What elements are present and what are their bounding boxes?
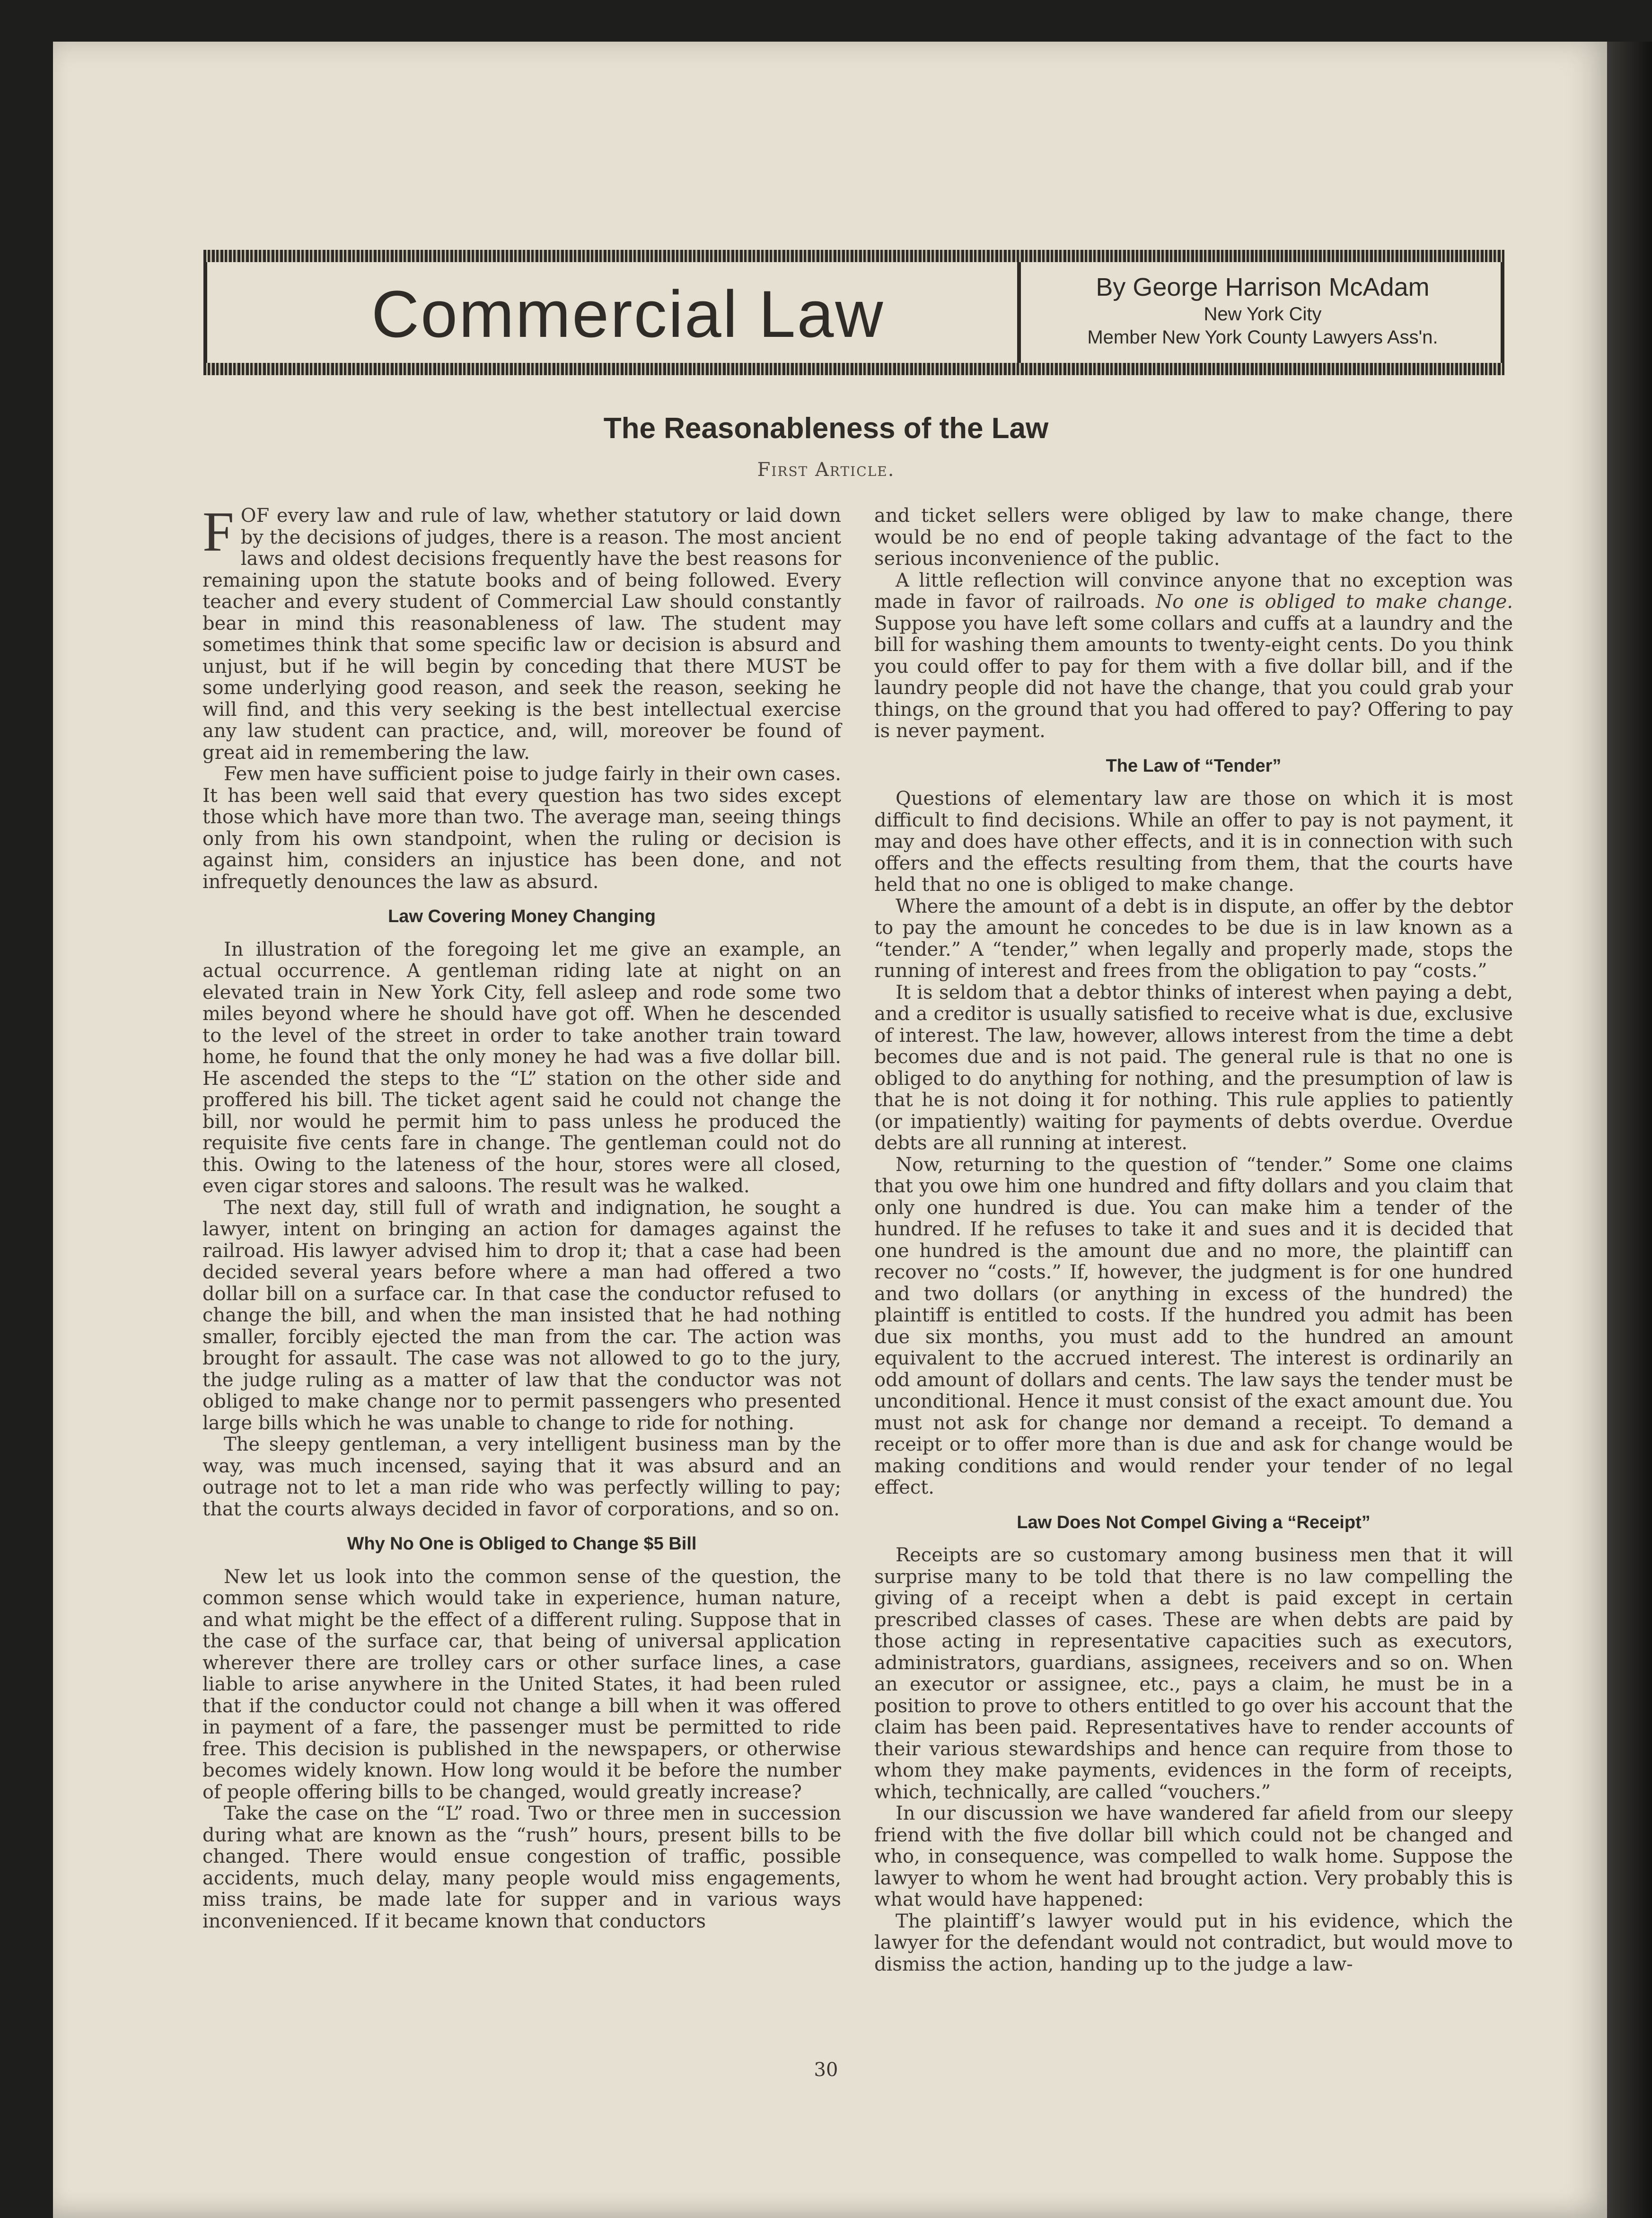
subheading: Why No One is Obliged to Change $5 Bill	[347, 1534, 697, 1554]
book-spine	[1607, 42, 1652, 2218]
subheading: Law Does Not Compel Giving a “Receipt”	[1017, 1512, 1371, 1532]
paragraph: It is seldom that a debtor thinks of interest when paying a debt, and a creditor is usually satisfied to receive what is due, exclusive of interest. The law, however, allows interest from the time a debt becomes due and is not paid. The general rule is that no one is obliged to do anything for nothing, and the presumption of law is that he is not doing it for nothing. This rule applies to patiently (or impatiently) waiting for payments of debts overdue. Overdue debts are all running at interest.	[874, 981, 1513, 1154]
article-title: The Reasonableness of the Law	[603, 412, 1049, 445]
section-header	[203, 250, 1504, 375]
paragraph: Where the amount of a debt is in dispute, an offer by the debtor to pay the amount he concedes to be due is in law known as a “tender.” A “tender,” when legally and properly made, stops the running of interest and frees from the obligation to pay “costs.”	[874, 895, 1513, 982]
paragraph: and ticket sellers were obliged by law to make change, there would be no end of people taking advantage of the fact to the serious inconvenience of the public.	[874, 505, 1513, 570]
paragraph: A little reflection will convince anyone that no exception was made in favor of railroads. No one is obliged to make change. Suppose you have left some collars and cuffs at a laundry and the bill for washing them amounts to twenty-eight cents. Do you think you could offer to pay for them with a five dollar bill, and if the laundry people did not have the change, that you could grab your things, on the ground that you had offered to pay? Offering to pay is never payment.	[874, 569, 1513, 742]
column-right	[874, 505, 1513, 1975]
header-border-top	[203, 250, 1504, 262]
paragraph: The next day, still full of wrath and indignation, he sought a lawyer, intent on bringing an action for damages against the railroad. His lawyer advised him to drop it; that a case had been decided several years before where a man had offered a two dollar bill on a surface car. In that case the conductor refused to change the bill, and when the man insisted that he had nothing smaller, forcibly ejected the man from the car. The action was brought for assault. The case was not allowed to go to the jury, the judge ruling as a matter of law that the conductor was not obliged to make change nor to permit passengers who presented large bills which he was unable to change to ride for nothing.	[202, 1197, 841, 1434]
paragraph: In our discussion we have wandered far afield from our sleepy friend with the five dollar bill which could not be changed and who, in consequence, was compelled to walk home. Suppose the lawyer to whom he went had brought action. Very probably this is what would have happened:	[874, 1803, 1513, 1910]
byline-box	[1017, 262, 1504, 363]
page-number: 30	[814, 2059, 838, 2081]
author-membership: Member New York County Lawyers Ass'n.	[1087, 327, 1438, 348]
paragraph: The sleepy gentleman, a very intelligent business man by the way, was much incensed, saying that it was absurd and an outrage not to let a man ride who was perfectly willing to pay; that the courts always decided in favor of corporations, and so on.	[202, 1434, 841, 1520]
paragraph: Questions of elementary law are those on which it is most difficult to find decisions. While an offer to pay is not payment, it may and does have other effects, and it is in connection with such offers and the effects resulting from them, that the courts have held that no one is obliged to make change.	[874, 788, 1513, 896]
column-left	[202, 500, 841, 1932]
paragraph: Now, returning to the question of “tender.” Some one claims that you owe him one hundred and fifty dollars and you claim that only one hundred is due. You can make him a tender of the hundred. If he refuses to take it and sues and it is decided that one hundred is the amount due and no more, the plaintiff can recover no “costs.” If, however, the judgment is for one hundred and two dollars (or anything in excess of the hundred) the plaintiff is entitled to costs. If the hundred you admit has been due six months, you must add to the hundred an amount equivalent to the accrued interest. The interest is ordinarily an odd amount of dollars and cents. The law says the tender must be unconditional. Hence it must consist of the exact amount due. You must not ask for change nor demand a receipt. To demand a receipt or to offer more than is due and ask for change would be making conditions and would render your tender of no legal effect.	[874, 1153, 1513, 1498]
emphasis: No one is obliged to make change.	[1156, 591, 1513, 613]
header-border-bottom	[203, 363, 1504, 375]
paragraph: FOF every law and rule of law, whether statutory or laid down by the decisions of judges, there is a reason. The most ancient laws and oldest decisions frequently have the best reasons for remaining upon the statute books and of being followed. Every teacher and every student of Commercial Law should constantly bear in mind this reasonableness of law. The student may sometimes think that some specific law or decision is absurd and unjust, but if he will begin by conceding that there MUST be some underlying good reason, and seek the reason, seeking he will find, and this very seeking is the best intellectual exercise any law student can practice, and, will, moreover be found of great aid in remembering the law.	[202, 500, 841, 764]
paragraph: Take the case on the “L” road. Two or three men in succession during what are known as the “rush” hours, present bills to be changed. There would ensue congestion of traffic, possible accidents, much delay, many people would miss engagements, miss trains, be made late for supper and in various ways inconvenienced. If it became known that conductors	[202, 1803, 841, 1932]
paragraph: Receipts are so customary among business men that it will surprise many to be told that there is no law compelling the giving of a receipt when a debt is paid except in certain prescribed classes of cases. These are when debts are paid by those acting in representative capacities such as executors, administrators, guardians, assignees, receivers and so on. When an executor or assignee, etc., pays a claim, he must be in a position to prove to others entitled to go over his account that the claim has been paid. Representatives have to render accounts of their various stewardships and hence can require from those to whom they make payments, evidences in the form of receipts, which, technically, are called “vouchers.”	[874, 1544, 1513, 1803]
paragraph: New let us look into the common sense of the question, the common sense which would take in experience, human nature, and what might be the effect of a different ruling. Suppose that in the case of the surface car, that being of universal application wherever there are trolley cars or other surface lines, a case liable to arise anywhere in the United States, it had been ruled that if the conductor could not change a bill when it was offered in payment of a fare, the passenger must be permitted to ride free. This decision is published in the newspapers, or otherwise becomes widely known. How long would it be before the number of people offering bills to be changed, would greatly increase?	[202, 1566, 841, 1803]
section-title: Commercial Law	[371, 277, 885, 351]
article-subtitle: First Article.	[757, 459, 895, 481]
author-city: New York City	[1204, 304, 1322, 325]
paragraph: Few men have sufficient poise to judge fairly in their own cases. It has been well said that every question has two sides except those which have more than two. The average man, seeing things only from his own standpoint, when the ruling or decision is against him, considers an injustice has been done, and not infrequetly denounces the law as absurd.	[202, 763, 841, 893]
subheading: The Law of “Tender”	[1106, 756, 1282, 776]
paragraph: The plaintiff’s lawyer would put in his evidence, which the lawyer for the defendant would not contradict, but would move to dismiss the action, handing up to the judge a law-	[874, 1910, 1513, 1975]
author-name: By George Harrison McAdam	[1096, 273, 1430, 301]
paragraph: In illustration of the foregoing let me give an example, an actual occurrence. A gentleman riding late at night on an elevated train in New York City, fell asleep and rode some two miles beyond where he should have got off. When he descended to the level of the street in order to take another train toward home, he found that the only money he had was a five dollar bill. He ascended the steps to the “L” station on the other side and proffered his bill. The ticket agent said he could not change the bill, nor would he permit him to pass unless he produced the requisite five cents fare in change. The gentleman could not do this. Owing to the lateness of the hour, stores were all closed, even cigar stores and saloons. The result was he walked.	[202, 938, 841, 1197]
subheading: Law Covering Money Changing	[388, 907, 656, 926]
drop-cap: F	[202, 500, 234, 563]
